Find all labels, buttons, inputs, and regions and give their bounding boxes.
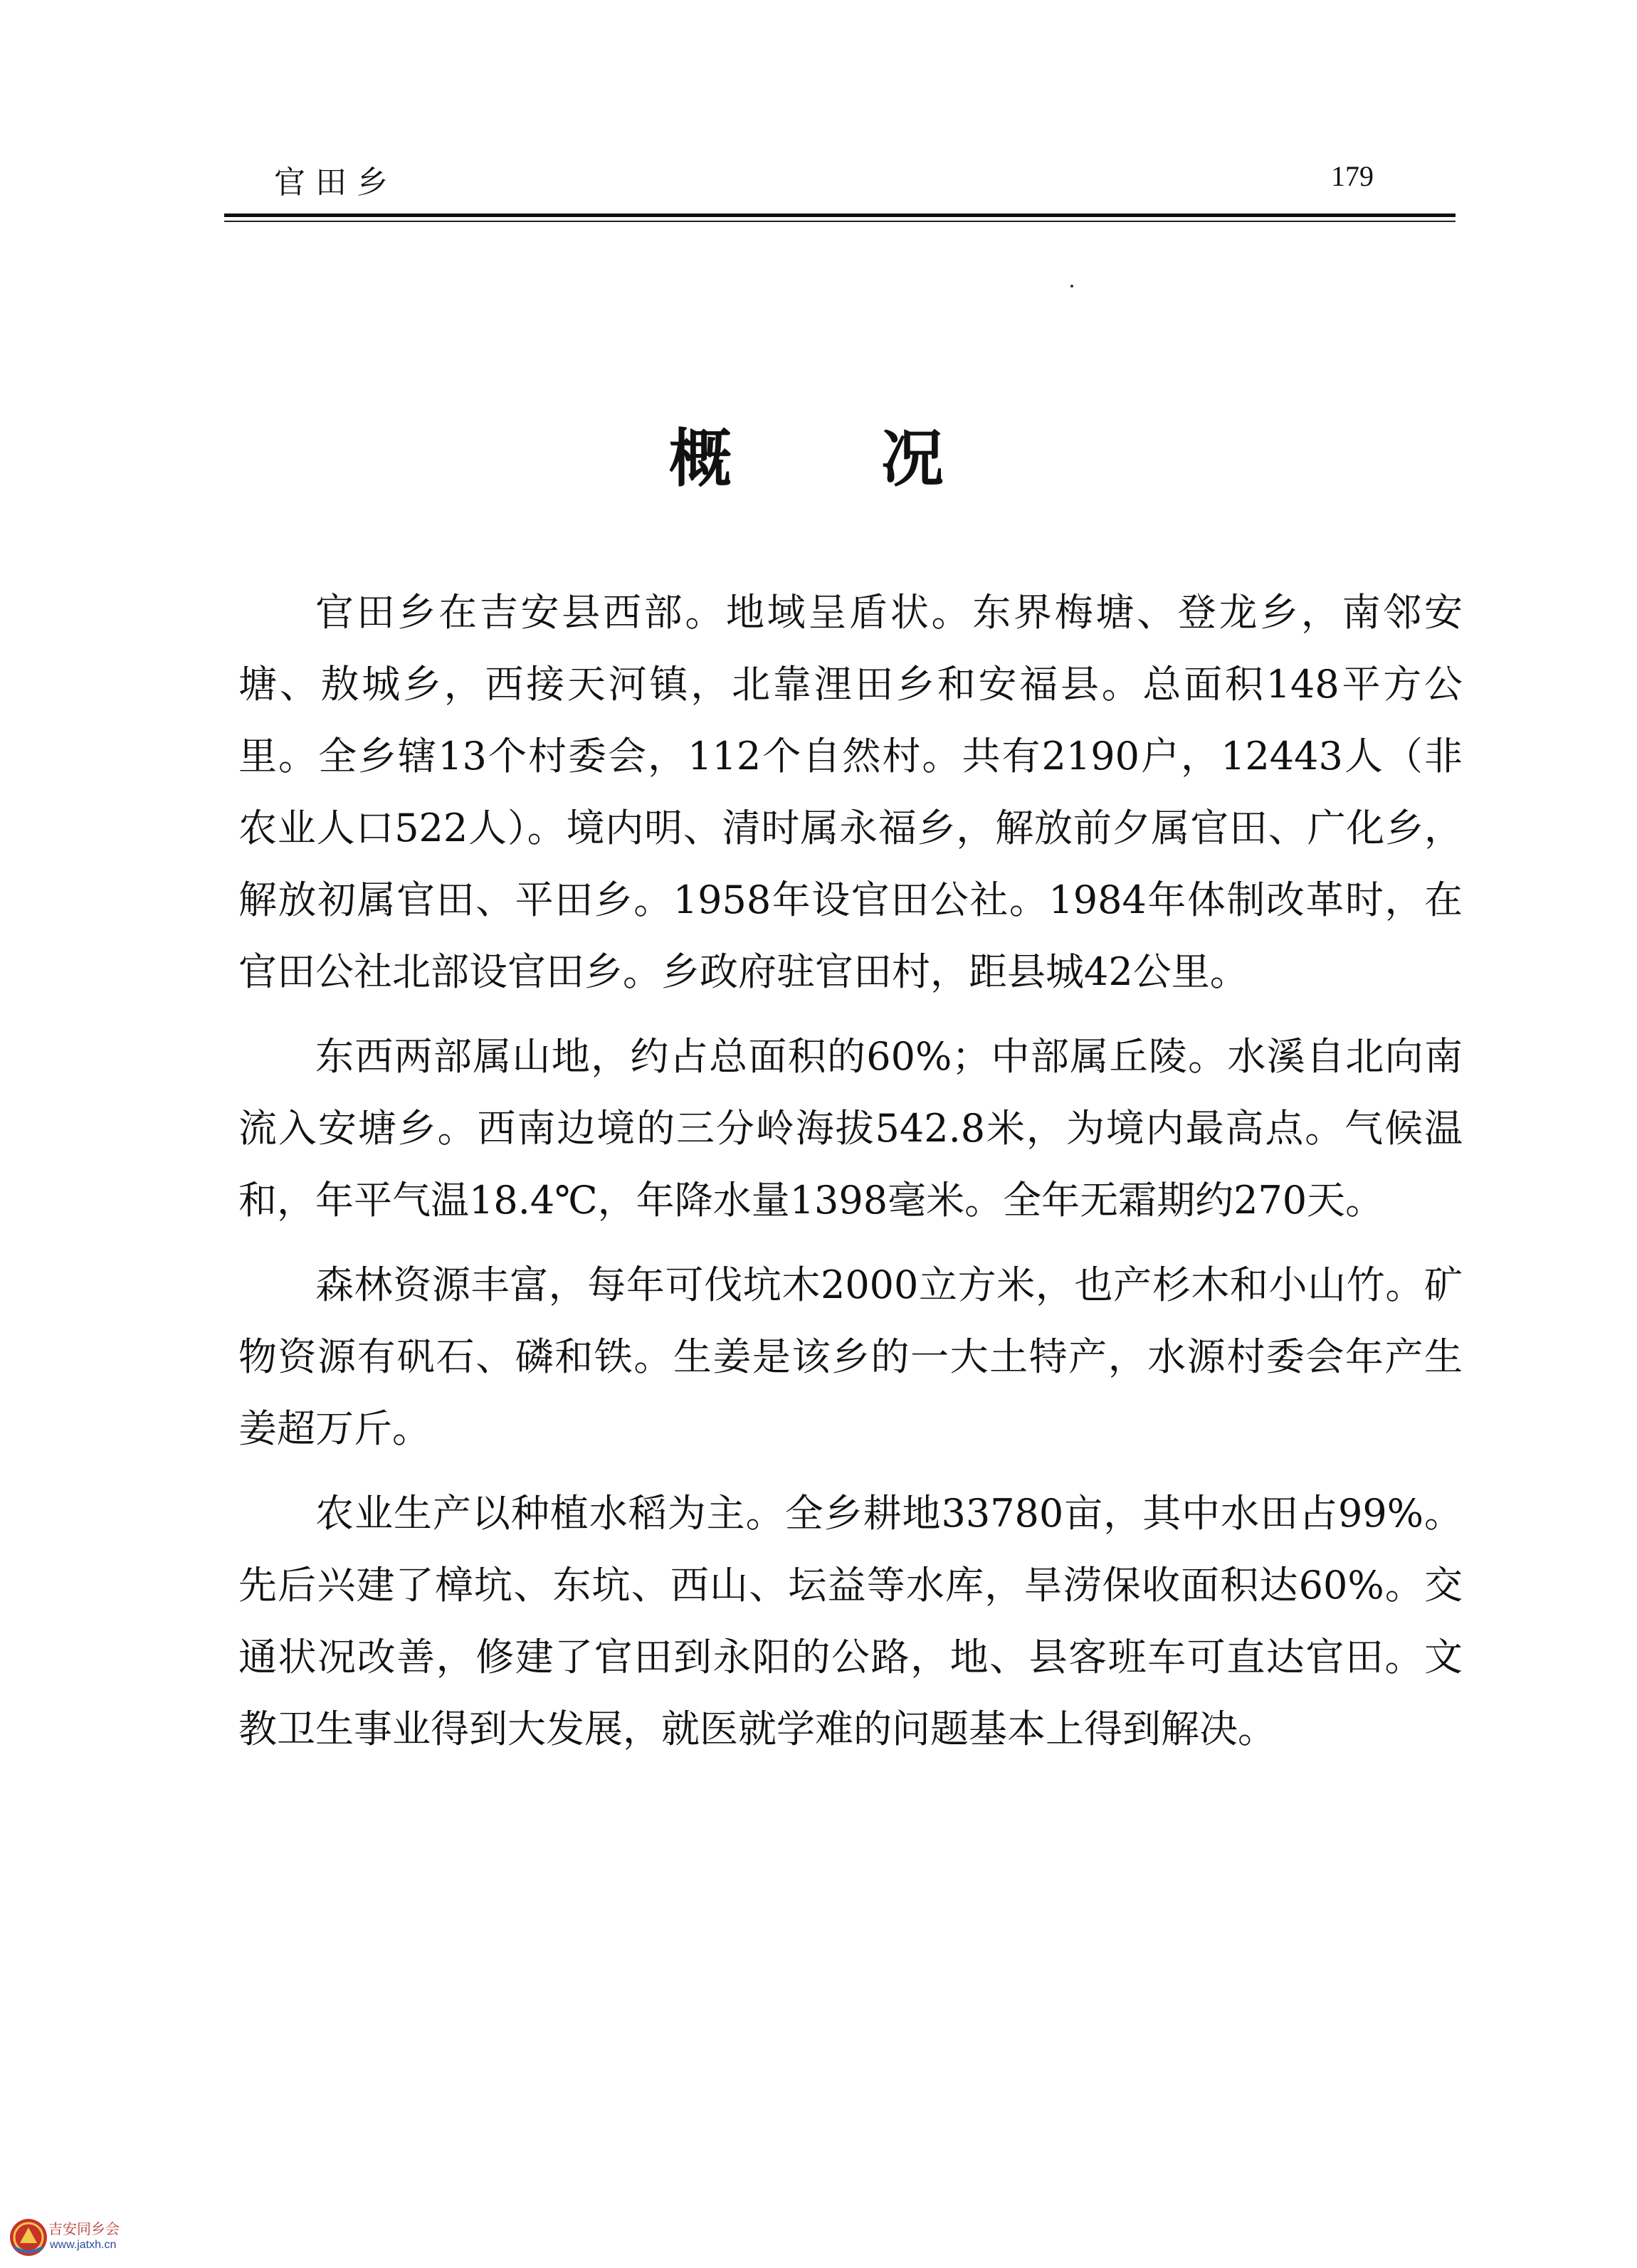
- paragraph-3: 森林资源丰富，每年可伐坑木2000立方米，也产杉木和小山竹。矿物资源有矾石、磷和铁。生姜是该乡的一大土特产，水源村委会年产生姜超万斤。: [238, 1262, 1463, 1451]
- watermark-url: www.jatxh.cn: [50, 2239, 117, 2251]
- paragraph-2: 东西两部属山地，约占总面积的60%；中部属丘陵。水溪自北向南流入安塘乡。西南边境的三分岭海拔542.8米，为境内最高点。气候温和，年平气温18.4℃，年降水量1398毫米。全年无霜期约270天。: [238, 1034, 1463, 1223]
- watermark-seal-icon: [7, 2216, 50, 2259]
- header-rule: [224, 213, 1456, 217]
- scan-speck: [1070, 285, 1073, 288]
- body-text: [238, 576, 1463, 1778]
- header-title: 官田乡: [274, 164, 398, 201]
- paragraph-4: 农业生产以种植水稻为主。全乡耕地33780亩，其中水田占99%。先后兴建了樟坑、东坑、西山、坛益等水库，旱涝保收面积达60%。交通状况改善，修建了官田到永阳的公路，地、县客班车可直达官田。文教卫生事业得到大发展，就医就学难的问题基本上得到解决。: [238, 1491, 1463, 1751]
- chapter-title: 概况: [669, 422, 1094, 495]
- paragraph-1: 官田乡在吉安县西部。地域呈盾状。东界梅塘、登龙乡，南邻安塘、敖城乡，西接天河镇，北靠浬田乡和安福县。总面积148平方公里。全乡辖13个村委会，112个自然村。共有2190户，12443人（非农业人口522人）。境内明、清时属永福乡，解放前夕属官田、广化乡，解放初属官田、平田乡。1958年设官田公社。1984年体制改革时，在官田公社北部设官田乡。乡政府驻官田村，距县城42公里。: [238, 590, 1463, 994]
- header-rule-thin: [224, 221, 1456, 222]
- watermark-name: 吉安同乡会: [48, 2220, 120, 2237]
- watermark: [7, 2213, 164, 2263]
- page-number: 179: [1331, 160, 1374, 192]
- running-header: [274, 157, 1477, 206]
